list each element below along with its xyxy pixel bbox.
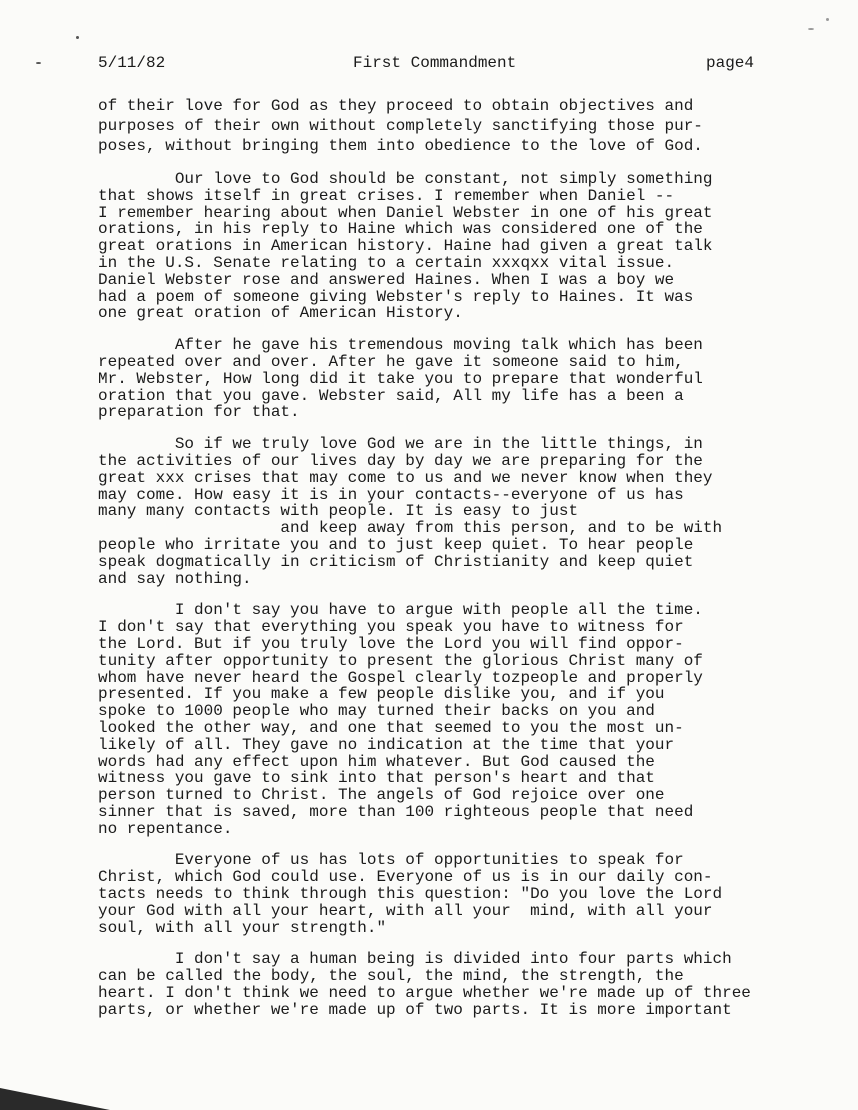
text-line: I don't say a human being is divided into four parts which	[98, 950, 732, 969]
paragraph	[98, 852, 798, 936]
paragraph	[98, 96, 798, 156]
text-line: no repentance.	[98, 819, 233, 838]
text-line: and say nothing.	[98, 569, 252, 588]
text-line: great xxx crises that may come to us and we never know when they	[98, 468, 713, 487]
text-line: of their love for God as they proceed to obtain objectives and	[98, 97, 694, 115]
text-line: poses, without bringing them into obedience to the love of God.	[98, 137, 703, 155]
text-line: Daniel Webster rose and answered Haines. When I was a boy we	[98, 270, 675, 289]
text-line: presented. If you make a few people dislike you, and if you	[98, 685, 665, 704]
text-line: likely of all. They gave no indication at the time that your	[98, 735, 675, 754]
text-line: tacts needs to think through this question: "Do you love the Lord	[98, 885, 723, 904]
text-line: many many contacts with people. It is easy to just	[98, 502, 579, 521]
header-page-number: page4	[706, 54, 755, 72]
text-line: can be called the body, the soul, the mind, the strength, the	[98, 967, 684, 986]
text-line: looked the other way, and one that seemed to you the most un-	[98, 718, 684, 737]
text-line: After he gave his tremendous moving talk which has been	[98, 336, 703, 355]
text-line: and keep away from this person, and to be with	[98, 519, 723, 538]
text-line: heart. I don't think we need to argue whether we're made up of three	[98, 984, 751, 1003]
text-line: I remember hearing about when Daniel Webster in one of his great	[98, 203, 713, 222]
scan-edge-shadow	[0, 1080, 110, 1110]
document-body	[98, 96, 798, 1034]
text-line: orations, in his reply to Haine which was considered one of the	[98, 220, 703, 239]
scan-speck	[826, 18, 829, 21]
text-line: tunity after opportunity to present the glorious Christ many of	[98, 651, 703, 670]
paragraph	[98, 436, 798, 587]
text-line: I don't say that everything you speak you have to witness for	[98, 618, 684, 637]
header-title: First Commandment	[353, 54, 517, 72]
text-line: your God with all your heart, with all your mind, with all your	[98, 901, 713, 920]
text-line: had a poem of someone giving Webster's reply to Haines. It was	[98, 287, 694, 306]
scan-speck	[76, 36, 79, 39]
text-line: may come. How easy it is in your contacts--everyone of us has	[98, 485, 684, 504]
text-line: the Lord. But if you truly love the Lord you will find oppor-	[98, 634, 684, 653]
text-line: parts, or whether we're made up of two parts. It is more important	[98, 1000, 732, 1019]
text-line: preparation for that.	[98, 403, 300, 422]
text-line: whom have never heard the Gospel clearly tozpeople and properly	[98, 668, 703, 687]
scan-speck	[808, 28, 814, 30]
text-line: Mr. Webster, How long did it take you to prepare that wonderful	[98, 369, 703, 388]
text-line: great orations in American history. Haine had given a great talk	[98, 237, 713, 256]
text-line: Christ, which God could use. Everyone of us is in our daily con-	[98, 868, 713, 887]
text-line: soul, with all your strength."	[98, 918, 387, 937]
text-line: oration that you gave. Webster said, All my life has a been a	[98, 386, 684, 405]
text-line: witness you gave to sink into that person's heart and that	[98, 769, 655, 788]
text-line: repeated over and over. After he gave it someone said to him,	[98, 352, 684, 371]
text-line: words had any effect upon him whatever. But God caused the	[98, 752, 655, 771]
text-line: purposes of their own without completely sanctifying those pur-	[98, 117, 703, 135]
page-header	[0, 54, 858, 78]
paragraph	[98, 951, 798, 1018]
text-line: Our love to God should be constant, not simply something	[98, 170, 713, 188]
text-line: spoke to 1000 people who may turned their backs on you and	[98, 702, 655, 721]
text-line: person turned to Christ. The angels of God rejoice over one	[98, 786, 665, 805]
text-line: the activities of our lives day by day we are preparing for the	[98, 451, 703, 470]
text-line: Everyone of us has lots of opportunities to speak for	[98, 851, 684, 870]
paragraph	[98, 337, 798, 421]
header-date: 5/11/82	[98, 54, 166, 72]
text-line: sinner that is saved, more than 100 righteous people that need	[98, 802, 694, 821]
text-line: people who irritate you and to just keep quiet. To hear people	[98, 535, 694, 554]
text-line: So if we truly love God we are in the little things, in	[98, 435, 703, 454]
text-line: that shows itself in great crises. I remember when Daniel --	[98, 186, 675, 205]
paragraph	[98, 171, 798, 322]
paragraph	[98, 602, 798, 837]
text-line: I don't say you have to argue with people all the time.	[98, 601, 703, 620]
text-line: one great oration of American History.	[98, 304, 463, 323]
text-line: speak dogmatically in criticism of Christianity and keep quiet	[98, 552, 694, 571]
text-line: in the U.S. Senate relating to a certain xxxqxx vital issue.	[98, 253, 675, 272]
